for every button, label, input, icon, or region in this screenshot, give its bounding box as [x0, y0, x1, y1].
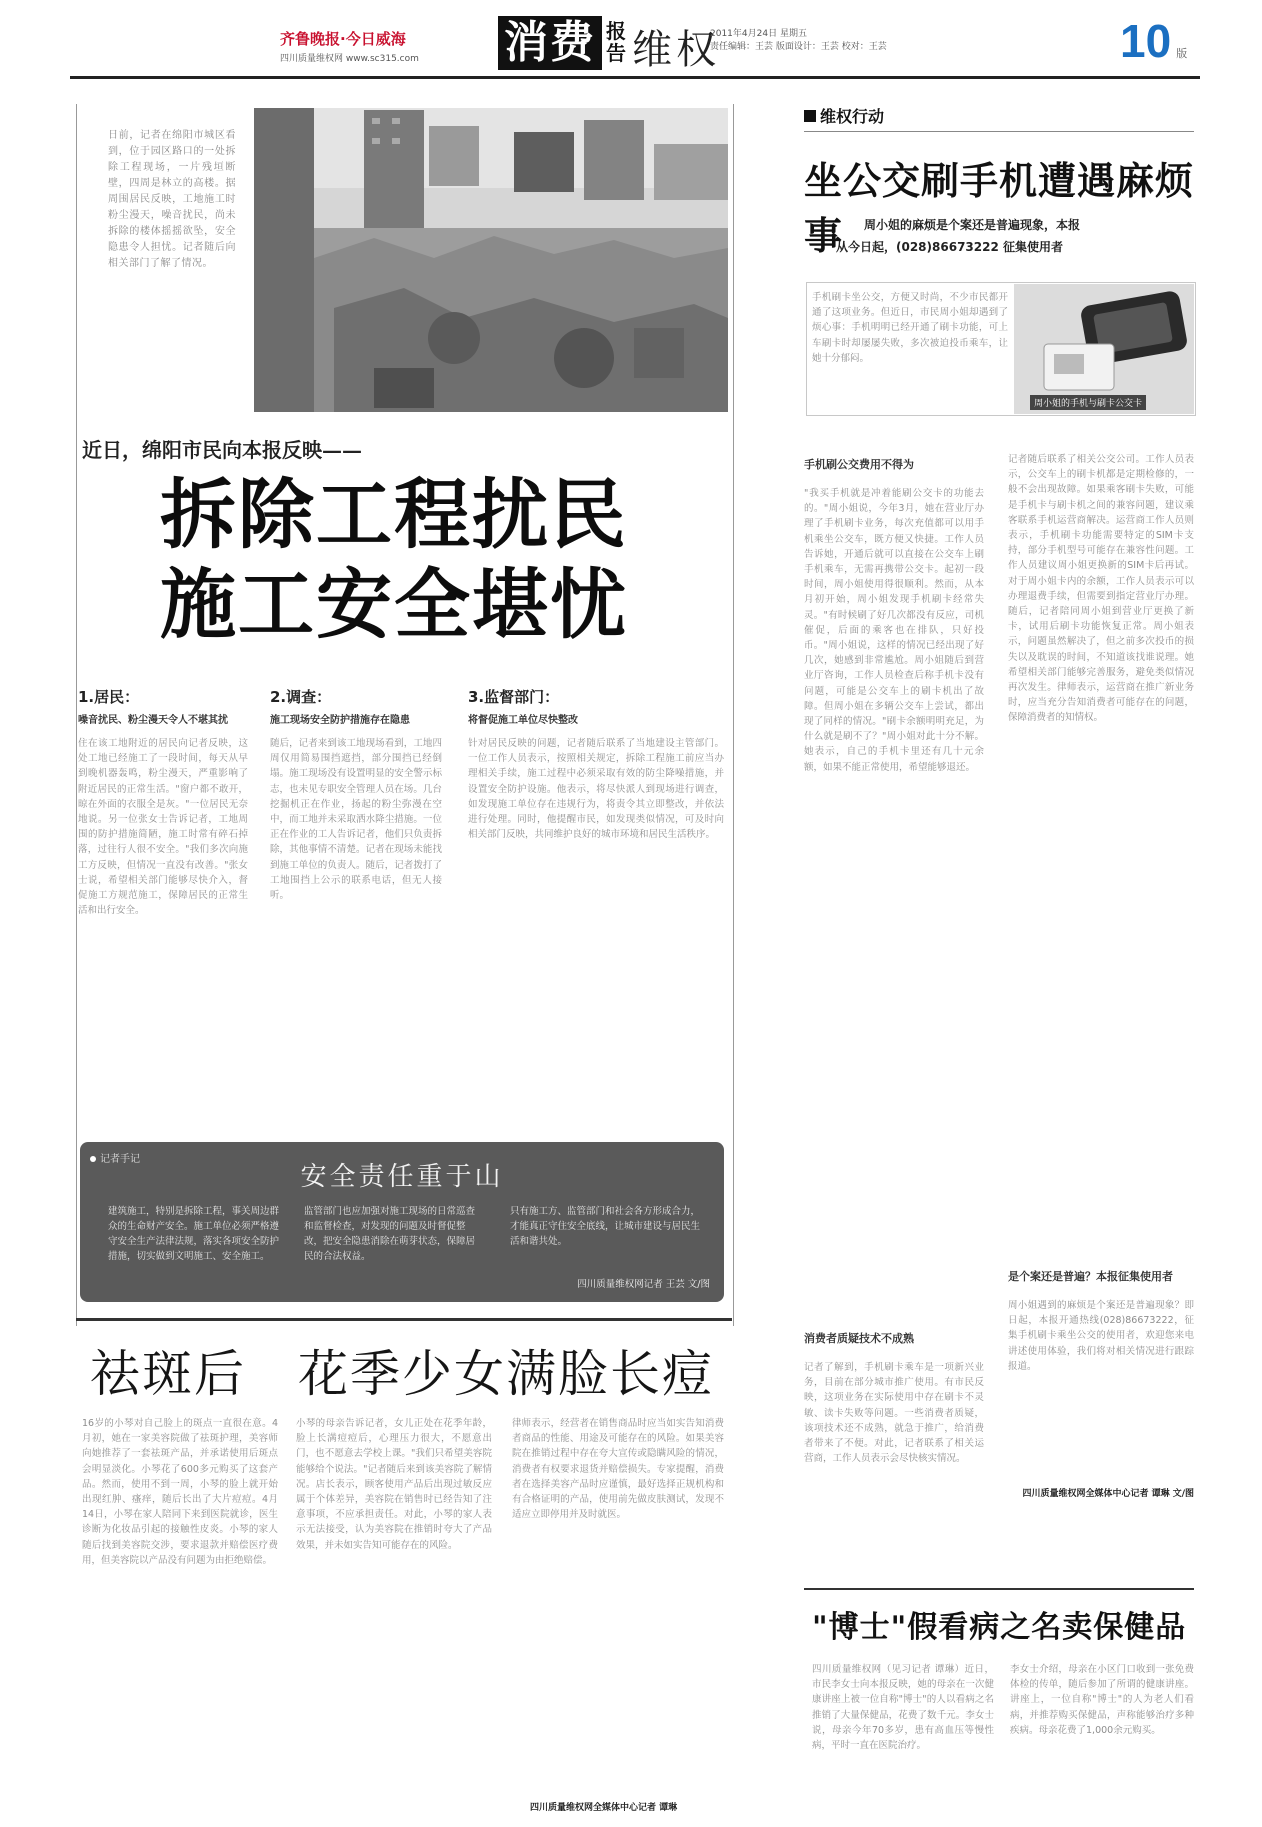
column-1-head: 1.居民： [78, 688, 140, 706]
col-b-body-2: 周小姐遇到的麻烦是个案还是普遍现象？即日起，本报开通热线(028)86673222，征集手机刷卡乘坐公交的使用者，欢迎您来电讲述使用体验，我们将对相关情况进行跟踪报道。 [1008, 1300, 1194, 1372]
column-3-deck: 将督促施工单位尽快整改 [468, 715, 578, 726]
photo-caption: 日前，记者在绵阳市城区看到，位于园区路口的一处拆除工程现场，一片残垣断壁，四周是林立的高楼。据周围居民反映，工地施工时粉尘漫天，噪音扰民，尚未拆除的楼体摇摇欲坠，安全隐患令人担忧。记者随后向相关部门了解了情况。 [108, 130, 236, 269]
story3-headline: "博士"假看病之名卖保健品 [812, 1610, 1187, 1645]
col-a-subhead-2: 消费者质疑技术不成熟 [804, 1332, 914, 1345]
page-number-digit: 10 [1120, 15, 1172, 67]
phone-photo-caption: 周小姐的手机与刷卡公交卡 [1030, 395, 1146, 410]
story2-headline: 祛斑后 花季少女满脸长痘 [90, 1345, 714, 1403]
headline-line-2: 施工安全堪忧 [160, 560, 628, 649]
col-b-body-1: 记者随后联系了相关公交公司。工作人员表示，公交车上的刷卡机都是定期检修的，一般不会出现故障。如果乘客刷卡失败，可能是手机卡与刷卡机之间的兼容问题，建议乘客联系手机运营商解决。运营商工作人员则表示，手机刷卡功能需要特定的SIM卡支持，部分手机型号可能存在兼容性问题。工作人员建议周小姐更换新的SIM卡后再试。对于周小姐卡内的余额，工作人员表示可以办理退费手续，但需要到指定营业厅办理。随后，记者陪同周小姐到营业厅更换了新卡，试用后刷卡功能恢复正常。周小姐表示，问题虽然解决了，但之前多次投币的损失以及耽误的时间，不知道该找谁说理。她希望相关部门能够完善服务，避免类似情况再次发生。律师表示，运营商在推广新业务时，应当充分告知消费者可能存在的问题，保障消费者的知情权。 [1008, 454, 1194, 724]
right-col-b [1008, 452, 1194, 1499]
right-deck-line-1: 周小姐的麻烦是个案还是普遍现象，本报 [864, 218, 1081, 232]
story3-col-2: 李女士介绍，母亲在小区门口收到一张免费体检的传单，随后参加了所谓的健康讲座。讲座上，一位自称"博士"的人为老人们看病，并推荐购买保健品，声称能够治疗多种疾病。母亲花费了1,000余元购买。 [1010, 1664, 1194, 1736]
page-number [1120, 14, 1187, 68]
column-2-body: 随后，记者来到该工地现场看到，工地四周仅用简易围挡遮挡，部分围挡已经倒塌。施工现场没有设置明显的安全警示标志，也未见专职安全管理人员在场。几台挖掘机正在作业，扬起的粉尘弥漫在空中，而工地并未采取洒水降尘措施。一位正在作业的工人告诉记者，他们只负责拆除，其他事情不清楚。记者在现场未能找到施工单位的负责人。随后，记者拨打了工地围挡上公示的联系电话，但无人接听。 [270, 738, 442, 902]
right-headline: 坐公交刷手机遭遇麻烦事 [804, 158, 1195, 258]
note-title: 安全责任重于山 [300, 1162, 504, 1192]
column-3-head: 3.监督部门： [468, 688, 560, 706]
kicker: 近日，绵阳市民向本报反映—— [82, 438, 362, 462]
headline [160, 470, 680, 650]
col-b-byline: 四川质量维权网全媒体中心记者 谭琳 文/图 [1022, 1489, 1194, 1499]
page-number-suffix: 版 [1176, 47, 1188, 60]
section-small: 报告 [606, 19, 626, 65]
story2-byline: 四川质量维权网全媒体中心记者 谭琳 [530, 1803, 678, 1813]
section-big: 消费 [498, 16, 602, 70]
left-column-2 [270, 686, 442, 1126]
left-separator [76, 1318, 732, 1321]
right-separator [804, 1588, 1194, 1590]
section-tag-square-icon [804, 110, 816, 122]
section-tag-label: 维权行动 [820, 107, 885, 126]
right-section-tag [804, 104, 1194, 132]
note-col-3: 只有施工方、监管部门和社会各方形成合力，才能真正守住安全底线，让城市建设与居民生活和谐共处。 [510, 1206, 700, 1247]
column-1-body: 住在该工地附近的居民向记者反映，这处工地已经施工了一段时间，每天从早到晚机器轰鸣，粉尘漫天，严重影响了附近居民的正常生活。"窗户都不敢开，晾在外面的衣服全是灰。"一位居民无奈地说。另一位张女士告诉记者，工地周围的防护措施简陋，施工时常有碎石掉落，过往行人很不安全。"我们多次向施工方反映，但情况一直没有改善。"张女士说，希望相关部门能够尽快介入，督促施工方规范施工，保障居民的正常生活和出行安全。 [78, 738, 248, 917]
col-a-subhead-1: 手机刷公交费用不得为 [804, 458, 914, 471]
note-box [80, 1142, 724, 1302]
col-b-subhead-2: 是个案还是普遍？本报征集使用者 [1008, 1270, 1173, 1283]
col-a-body-2: 记者了解到，手机刷卡乘车是一项新兴业务，目前在部分城市推广使用。有市民反映，这项业务在实际使用中存在刷卡不灵敏、读卡失败等问题。一些消费者质疑，该项技术还不成熟，就急于推广，给消费者带来了不便。对此，记者联系了相关运营商，工作人员表示会尽快核实情况。 [804, 1362, 984, 1465]
section-title: 维权 [632, 27, 720, 73]
column-1-deck: 噪音扰民、粉尘漫天令人不堪其扰 [78, 715, 228, 726]
right-col-a [804, 452, 984, 1576]
demolition-photo-art [254, 108, 728, 412]
brand-line2: 四川质量维权网 www.sc315.com [280, 54, 419, 64]
phone-photo [1014, 284, 1194, 414]
masthead-info [710, 28, 887, 54]
date-line: 2011年4月24日 星期五 [710, 29, 807, 39]
note-col-2: 监管部门也应加强对施工现场的日常巡查和监督检查，对发现的问题及时督促整改，把安全隐患消除在萌芽状态，保障居民的合法权益。 [304, 1206, 476, 1262]
editor-line: 责任编辑：王芸 版面设计：王芸 校对：王芸 [710, 42, 887, 52]
column-2-head: 2.调查： [270, 688, 332, 706]
brand-line1: 齐鲁晚报·今日威海 [280, 30, 406, 48]
left-column-3 [468, 686, 724, 1126]
column-3-body: 针对居民反映的问题，记者随后联系了当地建设主管部门。一位工作人员表示，按照相关规定，拆除工程施工前应当办理相关手续，施工过程中必须采取有效的防尘降噪措施，并设置安全防护设施。他表示，将尽快派人到现场进行调查，如发现施工单位存在违规行为，将责令其立即整改，并依法进行处理。同时，他提醒市民，如发现类似情况，可及时向相关部门反映，共同维护良好的城市环境和居民生活秩序。 [468, 738, 724, 841]
col-a-body-1: "我买手机就是冲着能刷公交卡的功能去的。"周小姐说，今年3月，她在营业厅办理了手机刷卡业务，每次充值都可以用手机乘坐公交车，既方便又快捷。工作人员告诉她，开通后就可以直接在公交车上刷手机乘车，无需再携带公交卡。起初一段时间，周小姐使用得很顺利。然而，从本月初开始，周小姐发现手机刷卡经常失灵。"有时候刷了好几次都没有反应，司机催促，后面的乘客也在排队，只好投币。"周小姐说，这样的情况已经出现了好几次，她感到非常尴尬。周小姐随后到营业厅咨询，工作人员检查后称手机卡没有问题，可能是公交车上的刷卡机出了故障。但周小姐在多辆公交车上尝试，都出现了同样的情况。"刷卡余额明明充足，为什么就是刷不了？"周小姐对此十分不解。她表示，自己的手机卡里还有几十元余额，如果不能正常使用，希望能够退还。 [804, 488, 984, 773]
right-deck-line-2: 从今日起，(028)86673222 征集使用者 [836, 240, 1063, 254]
story3-col-1: 四川质量维权网（见习记者 谭琳）近日，市民李女士向本报反映，她的母亲在一次健康讲座上被一位自称"博士"的人以看病之名推销了大量保健品，花费了数千元。李女士说，母亲今年70多岁，患有高血压等慢性病，平时一直在医院治疗。 [812, 1664, 994, 1752]
story2-col-1: 16岁的小琴对自己脸上的斑点一直很在意。4月初，她在一家美容院做了祛斑护理，美容师向她推荐了一套祛斑产品，并承诺使用后斑点会明显淡化。小琴花了600多元购买了这套产品。然而，使用不到一周，小琴的脸上就开始出现红肿、瘙痒，随后长出了大片痘痘。4月14日，小琴在家人陪同下来到医院就诊，医生诊断为化妆品引起的接触性皮炎。小琴的家人随后找到美容院交涉，要求退款并赔偿医疗费用，但美容院以产品没有问题为由拒绝赔偿。 [82, 1418, 278, 1566]
left-column-1 [78, 686, 248, 1126]
story2-col-3: 律师表示，经营者在销售商品时应当如实告知消费者商品的性能、用途及可能存在的风险。如果美容院在推销过程中存在夸大宣传或隐瞒风险的情况，消费者有权要求退货并赔偿损失。专家提醒，消费者在选择美容产品时应谨慎，最好选择正规机构和有合格证明的产品，使用前先做皮肤测试，发现不适应立即停用并及时就医。 [512, 1418, 724, 1521]
masthead-rule [70, 76, 1200, 79]
headline-line-1: 拆除工程扰民 [160, 470, 628, 559]
note-tag-label: 记者手记 [100, 1154, 140, 1165]
note-col-1: 建筑施工，特别是拆除工程，事关周边群众的生命财产安全。施工单位必须严格遵守安全生产法律法规，落实各项安全防护措施，切实做到文明施工、安全施工。 [108, 1206, 280, 1262]
right-lead: 手机刷卡坐公交，方便又时尚，不少市民都开通了这项业务。但近日，市民周小姐却遇到了烦心事：手机明明已经开通了刷卡功能，可上车刷卡时却屡屡失败，多次被迫投币乘车，让她十分郁闷。 [812, 292, 1008, 364]
column-2-deck: 施工现场安全防护措施存在隐患 [270, 715, 410, 726]
masthead [70, 14, 1200, 74]
story2-col-2: 小琴的母亲告诉记者，女儿正处在花季年龄，脸上长满痘痘后，心理压力很大，不愿意出门，也不愿意去学校上课。"我们只希望美容院能够给个说法。"记者随后来到该美容院了解情况。店长表示，顾客使用产品后出现过敏反应属于个体差异，美容院在销售时已经告知了注意事项，不应承担责任。对此，小琴的家人表示无法接受，认为美容院在推销时夸大了产品效果，并未如实告知可能存在的风险。 [296, 1418, 492, 1551]
right-deck [836, 214, 1080, 258]
demolition-photo [254, 108, 728, 412]
brand-logo [280, 28, 419, 64]
note-byline: 四川质量维权网记者 王芸 文/图 [577, 1279, 710, 1290]
